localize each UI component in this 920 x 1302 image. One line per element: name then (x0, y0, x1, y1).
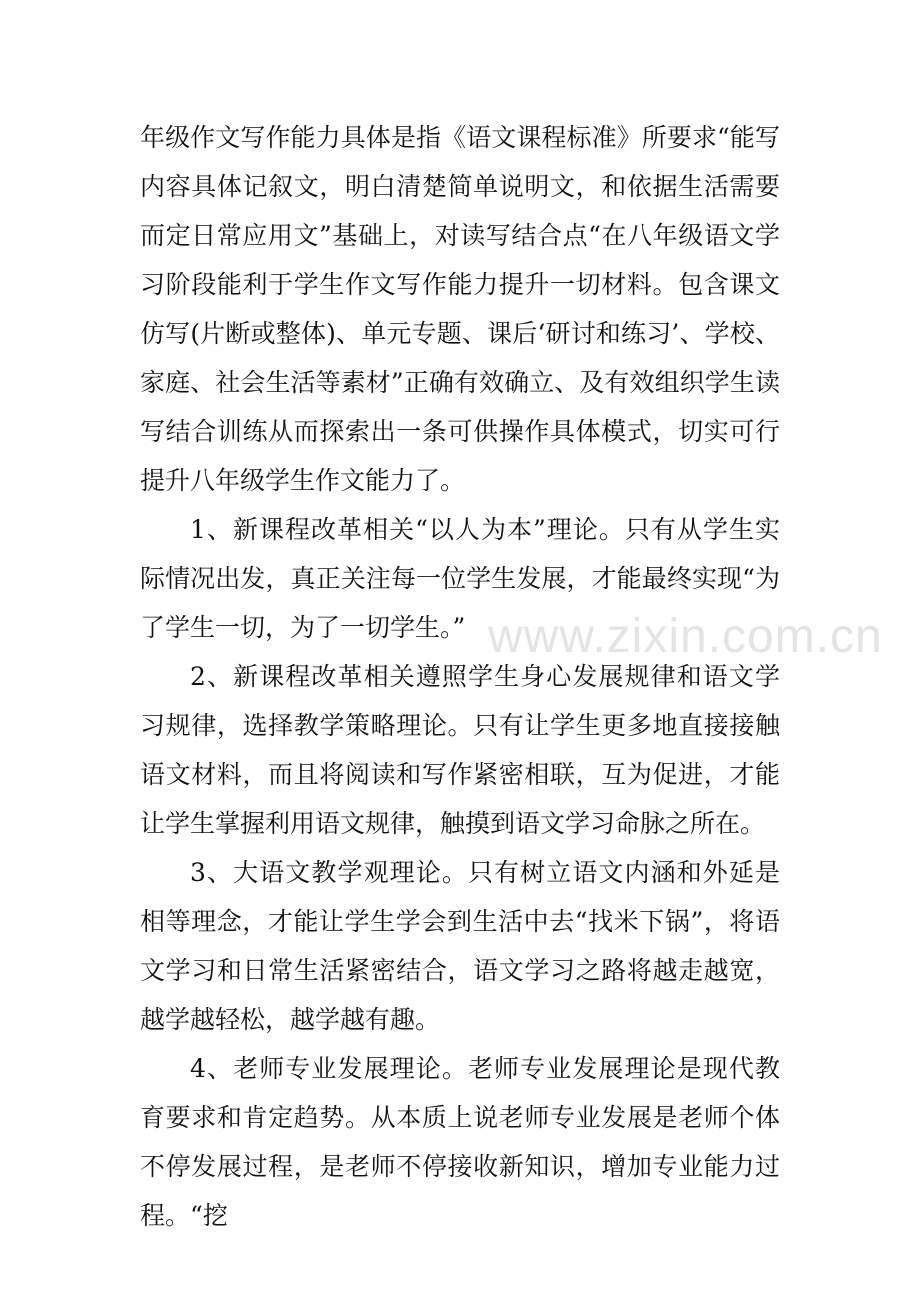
paragraph-theory-1: 1、新课程改革相关“以人为本”理论。只有从学生实际情况出发，真正关注每一位学生发展，才能最终实现“为了学生一切，为了一切学生。” (140, 515, 780, 642)
paragraph-theory-4: 4、老师专业发展理论。老师专业发展理论是现代教育要求和肯定趋势。从本质上说老师专业发展是老师个体不停发展过程，是老师不停接收新知识，增加专业能力过程。“挖 (140, 1054, 780, 1230)
watermark-text: www.zixin.com.cn (488, 610, 883, 663)
paragraph-theory-2: 2、新课程改革相关遵照学生身心发展规律和语文学习规律，选择教学策略理论。只有让学生更多地直接接触语文材料，而且将阅读和写作紧密相联，互为促进，才能让学生掌握利用语文规律，触摸到语文学习命脉之所在。 (140, 662, 780, 838)
paragraph-theory-3: 3、大语文教学观理论。只有树立语文内涵和外延是相等理念，才能让学生学会到生活中去“找米下锅”，将语文学习和日常生活紧密结合，语文学习之路将越走越宽，越学越轻松，越学越有趣。 (140, 858, 780, 1034)
document-body (140, 113, 780, 1240)
paragraph-intro: 年级作文写作能力具体是指《语文课程标准》所要求“能写内容具体记叙文，明白清楚简单说明文，和依据生活需要而定日常应用文”基础上，对读写结合点“在八年级语文学习阶段能利于学生作文写作能力提升一切材料。包含课文仿写(片断或整体)、单元专题、课后‘研讨和练习’、学校、家庭、社会生活等素材”正确有效确立、及有效组织学生读写结合训练从而探索出一条可供操作具体模式，切实可行提升八年级学生作文能力了。 (140, 123, 780, 495)
